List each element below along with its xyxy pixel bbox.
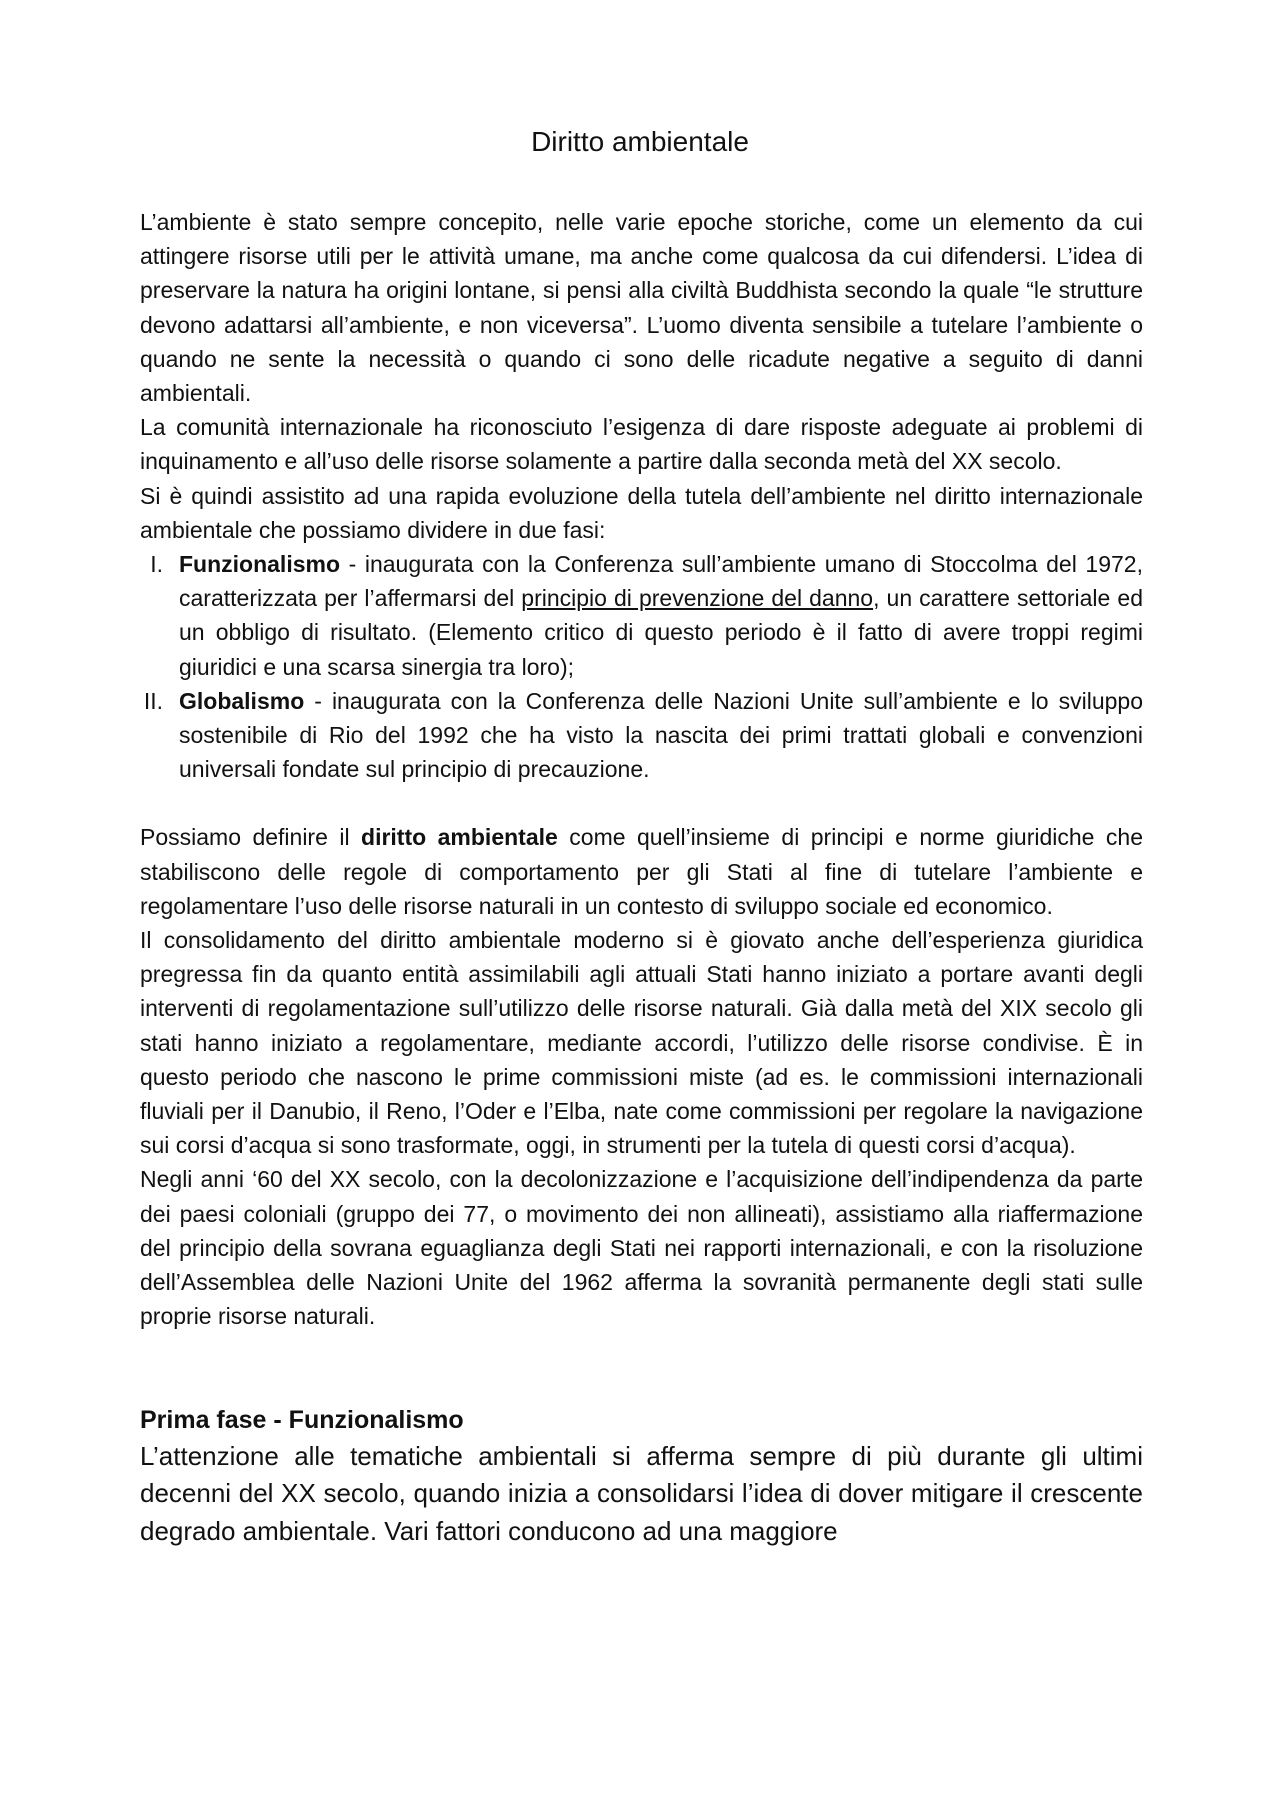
document-body (140, 205, 1143, 1550)
phase-term: Globalismo (179, 687, 305, 714)
intro-paragraph-2: La comunità internazionale ha riconosciuto l’esigenza di dare risposte adeguate ai problemi di inquinamento e all’uso delle risorse solamente a partire dalla seconda metà del XX secolo. (140, 414, 1143, 475)
underlined-principle: principio di prevenzione del danno (521, 585, 874, 612)
phase-text: - inaugurata con la Conferenza delle Nazioni Unite sull’ambiente e lo sviluppo sostenibile di Rio del 1992 che ha visto la nascita dei primi trattati globali e convenzioni universali fondate sul principio di precauzione. (179, 687, 1143, 783)
definition-term: diritto ambientale (361, 824, 558, 851)
blank-lines (140, 1334, 1143, 1402)
definition-text-continued: come quell’insieme di principi e norme giuridiche che stabiliscono delle regole di comportamento per gli Stati al fine di tutelare l’ambiente e regolamentare l’uso delle risorse naturali in un contesto di sviluppo sociale ed economico. (140, 824, 1143, 919)
section-paragraph: L’attenzione alle tematiche ambientali si afferma sempre di più durante gli ultimi decenni del XX secolo, quando inizia a consolidarsi l’idea di dover mitigare il crescente degrado ambientale. Vari fattori conducono ad una maggiore (140, 1440, 1143, 1546)
section-heading: Prima fase - Funzionalismo (140, 1405, 464, 1434)
page-title: Diritto ambientale (531, 126, 749, 157)
phase-item-funzionalismo (140, 547, 1143, 684)
definition-paragraph (140, 820, 1143, 923)
phase-text: - inaugurata con la Conferenza sull’ambiente umano di Stoccolma del 1972, caratterizzata per l’affermarsi del (179, 551, 1143, 612)
list-number: II. (143, 687, 163, 714)
intro-paragraph-1: L’ambiente è stato sempre concepito, nelle varie epoche storiche, come un elemento da cui attingere risorse utili per le attività umane, ma anche come qualcosa da cui difendersi. L’idea di preservare la natura ha origini lontane, si pensi alla civiltà Buddhista secondo la quale “le strutture devono adattarsi all’ambiente, e non viceversa”. L’uomo diventa sensibile a tutelare l’ambiente o quando ne sente la necessità o quando ci sono delle ricadute negative a seguito di danni ambientali. (140, 209, 1143, 407)
phases-list (140, 547, 1143, 786)
phase-item-globalismo (140, 684, 1143, 787)
phase-text-continued: , un carattere settoriale ed un obbligo di risultato. (Elemento critico di questo periodo è il fatto di avere troppi regimi giuridici e una scarsa sinergia tra loro); (179, 585, 1143, 680)
history-paragraph-2: Negli anni ‘60 del XX secolo, con la decolonizzazione e l’acquisizione dell’indipendenza da parte dei paesi coloniali (gruppo dei 77, o movimento dei non allineati), assistiamo alla riaffermazione del principio della sovrana eguaglianza degli Stati nei rapporti internazionali, e con la risoluzione dell’Assemblea delle Nazioni Unite del 1962 afferma la sovranità permanente degli stati sulle proprie risorse naturali. (140, 1166, 1143, 1330)
blank-line (140, 786, 1143, 820)
list-number: I. (150, 551, 163, 578)
definition-text: Possiamo definire il (140, 824, 362, 851)
intro-paragraph-3: Si è quindi assistito ad una rapida evoluzione della tutela dell’ambiente nel diritto internazionale ambientale che possiamo dividere in due fasi: (140, 482, 1143, 543)
history-paragraph-1: Il consolidamento del diritto ambientale moderno si è giovato anche dell’esperienza giuridica pregressa fin da quanto entità assimilabili agli attuali Stati hanno iniziato a portare avanti degli interventi di regolamentazione sull’utilizzo delle risorse naturali. Già dalla metà del XIX secolo gli stati hanno iniziato a regolamentare, mediante accordi, l’utilizzo delle risorse condivise. È in questo periodo che nascono le prime commissioni miste (ad es. le commissioni internazionali fluviali per il Danubio, il Reno, l’Oder e l’Elba, nate come commissioni per regolare la navigazione sui corsi d’acqua si sono trasformate, oggi, in strumenti per la tutela di questi corsi d’acqua). (140, 927, 1143, 1159)
phase-term: Funzionalismo (179, 551, 340, 578)
